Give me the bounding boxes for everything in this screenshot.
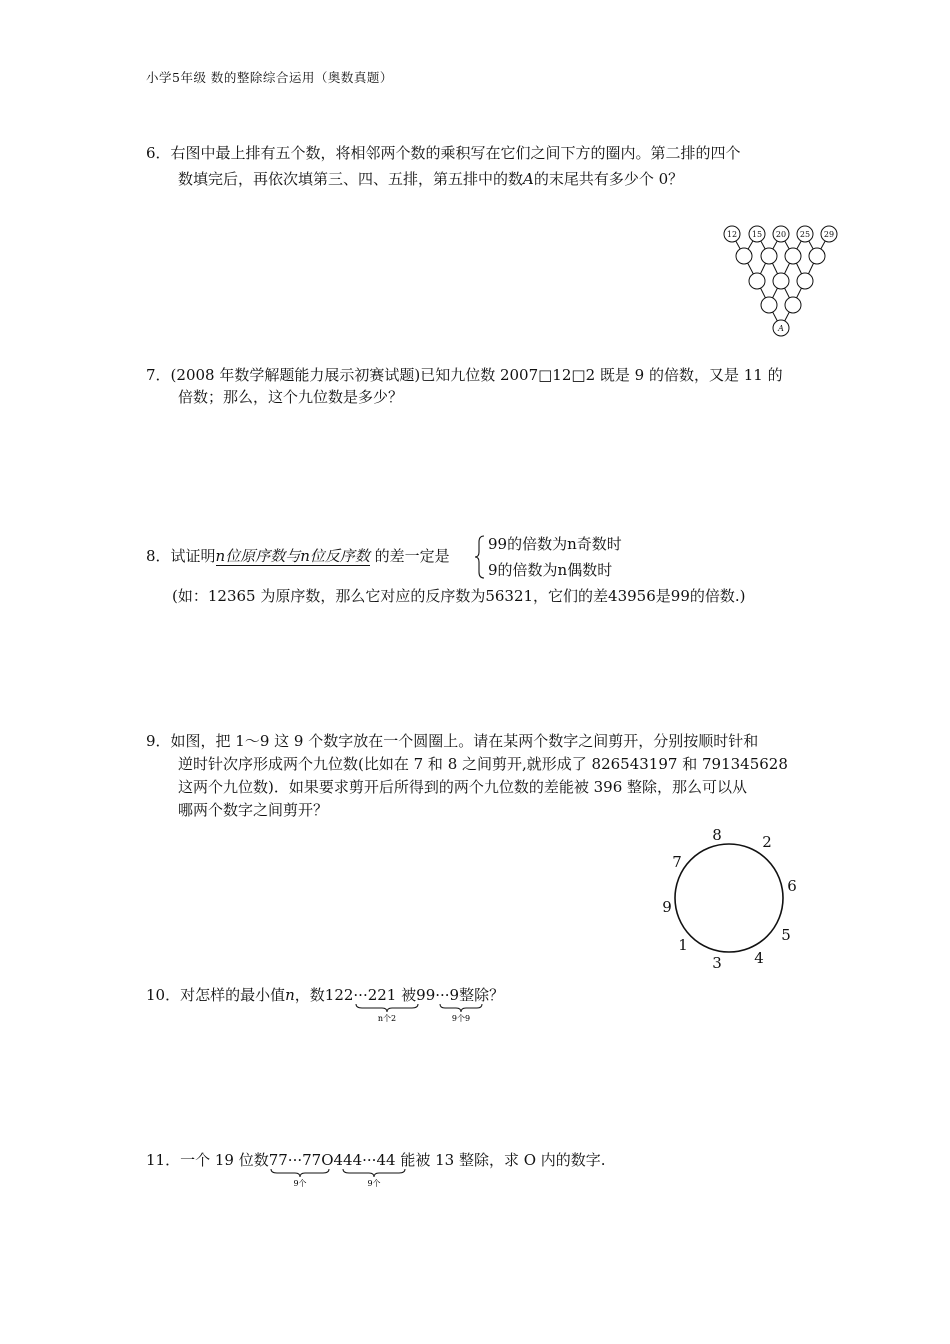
q11-prefix: 11．一个 19 位数 <box>146 1151 269 1169</box>
q9-digit-circle <box>655 822 805 974</box>
q8-case2: 9的倍数为n偶数时 <box>488 561 613 579</box>
circle-digit: 7 <box>672 853 682 871</box>
q11-underbrace-2 <box>341 1168 407 1188</box>
q10-number-2: 99···9 <box>416 986 460 1004</box>
q7-line2: 倍数；那么，这个九位数是多少？ <box>178 388 404 406</box>
q9-line2: 逆时针次序形成两个九位数(比如在 7 和 8 之间剪开,就形成了 826543197 和 791345628 <box>178 755 788 773</box>
q6-top-number: 29 <box>823 230 835 239</box>
q6-top-number: 25 <box>799 230 811 239</box>
page-header: 小学5年级 数的整除综合运用（奥数真题） <box>146 70 393 85</box>
q8-left-brace <box>474 534 486 580</box>
q6-triangle-diagram <box>720 222 842 340</box>
q8-mid: 的差一定是 <box>374 547 450 565</box>
q8-line1 <box>146 545 450 567</box>
q11-circle-slot: O <box>321 1151 334 1169</box>
q9-line4: 哪两个数字之间剪开？ <box>178 801 329 819</box>
q6-line1: 6．右图中最上排有五个数，将相邻两个数的乘积写在它们之间下方的圈内。第二排的四个 <box>146 144 741 162</box>
q8-note: (如：12365 为原序数，那么它对应的反序数为56321，它们的差43956是99的倍数.) <box>172 587 746 605</box>
q10-mid: ，数 <box>294 986 325 1004</box>
q10-suffix: 整除？ <box>459 986 505 1004</box>
q6-line2 <box>178 168 683 190</box>
q10-number-1: 122···221 <box>324 986 397 1004</box>
q10-underbrace-2 <box>438 1003 484 1023</box>
circle-digit: 4 <box>754 949 764 967</box>
q10-brace-label-1: n个2 <box>377 1014 397 1023</box>
circle-digit: 3 <box>712 954 722 972</box>
q10-underbrace-1 <box>354 1003 420 1023</box>
q10-brace-label-2: 9个9 <box>451 1014 471 1023</box>
q11-suffix: 能被 13 整除，求 O 内的数字. <box>400 1151 606 1169</box>
q10-word: 被 <box>401 986 417 1004</box>
circle-digit: 2 <box>762 833 772 851</box>
q6-line2-text: 数填完后，再依次填第三、四、五排，第五排中的数 <box>178 170 524 188</box>
q6-top-number: 20 <box>775 230 787 239</box>
circle-digit: 6 <box>787 877 797 895</box>
q11-number-2: 444···44 <box>333 1151 396 1169</box>
q10-prefix: 10．对怎样的最小值 <box>146 986 286 1004</box>
q9-line1: 9．如图，把 1～9 这 9 个数字放在一个圆圈上。请在某两个数字之间剪开，分别按顺时针和 <box>146 732 759 750</box>
circle-digit: 8 <box>712 826 722 844</box>
q11-underbrace-1 <box>269 1168 331 1188</box>
circle-digit: 5 <box>781 926 791 944</box>
q6-top-number: 12 <box>726 230 738 239</box>
q11-number-1: 77···77 <box>268 1151 322 1169</box>
q8-part1: n位原序数与n位反序数 <box>215 547 370 565</box>
q6-var-a: A <box>523 170 534 188</box>
circle-digit: 1 <box>678 936 688 954</box>
q10-var-n: n <box>285 986 295 1004</box>
q11-brace-label-2: 9个 <box>367 1179 381 1188</box>
q6-bottom-label: A <box>778 324 784 333</box>
q9-line3: 这两个九位数)．如果要求剪开后所得到的两个九位数的差能被 396 整除，那么可以从 <box>178 778 748 796</box>
q8-case1: 99的倍数为n奇数时 <box>488 535 622 553</box>
q6-top-number: 15 <box>751 230 763 239</box>
q11-brace-label-1: 9个 <box>293 1179 307 1188</box>
q6-line2-end: 的末尾共有多少个 0？ <box>533 170 684 188</box>
q8-prefix: 8．试证明 <box>146 547 216 565</box>
circle-digit: 9 <box>662 898 672 916</box>
q7-line1: 7．(2008 年数学解题能力展示初赛试题)已知九位数 2007□12□2 既是 9 的倍数，又是 11 的 <box>146 366 783 384</box>
